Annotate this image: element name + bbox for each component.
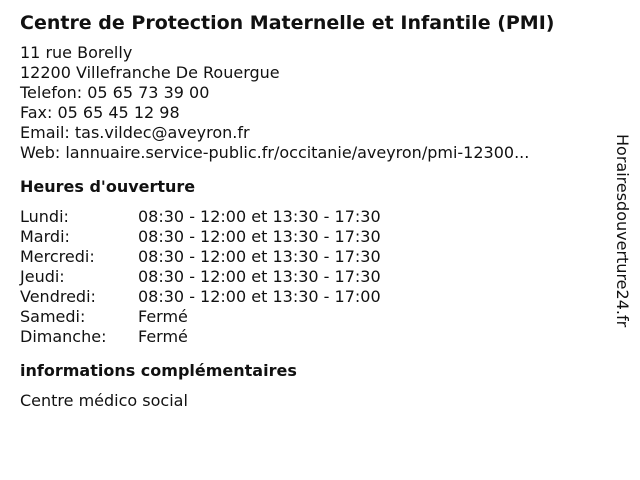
hours-heading: Heures d'ouverture [20, 177, 196, 196]
hours-day: Mardi: [20, 227, 70, 246]
email-line: Email: tas.vildec@aveyron.fr [20, 123, 250, 142]
hours-time: 08:30 - 12:00 et 13:30 - 17:30 [138, 247, 381, 266]
fax-line: Fax: 05 65 45 12 98 [20, 103, 180, 122]
phone-line: Telefon: 05 65 73 39 00 [20, 83, 210, 102]
hours-time: Fermé [138, 307, 188, 326]
hours-row-saturday [20, 307, 605, 327]
hours-day: Jeudi: [20, 267, 65, 286]
hours-row-sunday [20, 327, 605, 347]
info-heading: informations complémentaires [20, 361, 297, 380]
hours-time: 08:30 - 12:00 et 13:30 - 17:30 [138, 207, 381, 226]
hours-day: Vendredi: [20, 287, 96, 306]
hours-row-tuesday [20, 227, 605, 247]
hours-day: Mercredi: [20, 247, 95, 266]
hours-day: Lundi: [20, 207, 69, 226]
hours-time: 08:30 - 12:00 et 13:30 - 17:00 [138, 287, 381, 306]
hours-time: Fermé [138, 327, 188, 346]
address-line-2: 12200 Villefranche De Rouergue [20, 63, 280, 82]
hours-row-wednesday [20, 247, 605, 267]
listing-card [20, 10, 605, 411]
hours-time: 08:30 - 12:00 et 13:30 - 17:30 [138, 227, 381, 246]
hours-day: Dimanche: [20, 327, 107, 346]
page-title: Centre de Protection Maternelle et Infantile (PMI) [20, 12, 555, 34]
hours-day: Samedi: [20, 307, 86, 326]
address-line-1: 11 rue Borelly [20, 43, 133, 62]
hours-row-friday [20, 287, 605, 307]
hours-row-monday [20, 207, 605, 227]
hours-time: 08:30 - 12:00 et 13:30 - 17:30 [138, 267, 381, 286]
info-text: Centre médico social [20, 391, 188, 410]
hours-row-thursday [20, 267, 605, 287]
site-brand-watermark: Horairesdouverture24.fr [613, 134, 632, 328]
web-line: Web: lannuaire.service-public.fr/occitanie/aveyron/pmi-12300... [20, 143, 530, 162]
